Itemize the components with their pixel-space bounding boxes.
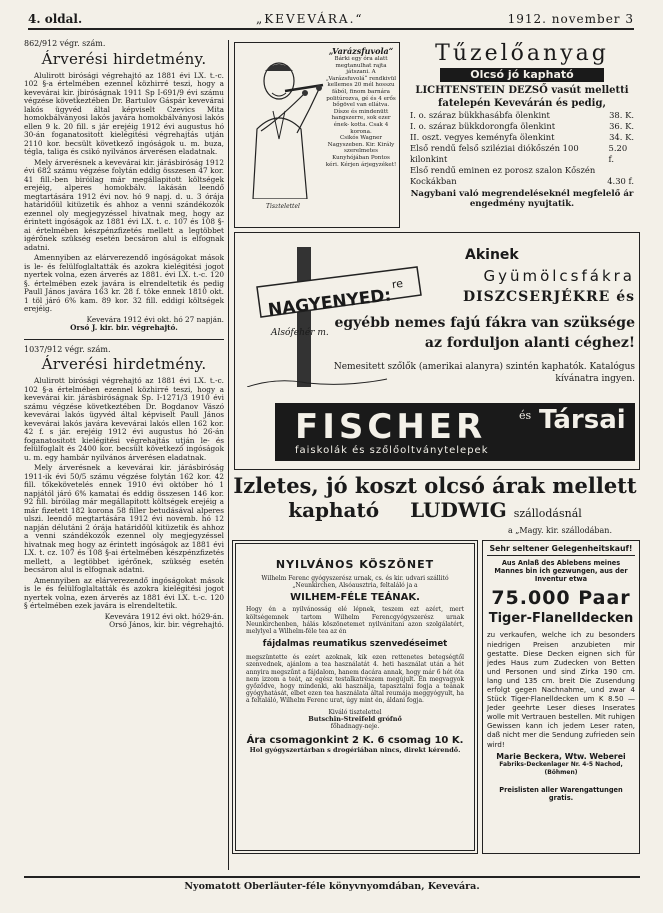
price-row: [404, 110, 640, 121]
wilhelm-intro: Wilhelm Ferenc gyógyszerész urnak, cs. és kir. udvari szállitó „Neunkirchen, Alsóausztria, feltaláló ja a: [261, 575, 449, 590]
sign-text-nagyenyed: NAGYENYED:: [266, 285, 393, 321]
fischer-nursery-ad: [234, 232, 640, 470]
tiger-content: [487, 545, 635, 803]
price-row: [404, 143, 640, 165]
notice-title: Árverési hirdetmény.: [41, 355, 207, 373]
tiger-pricelist: Preislisten aller Warengattungen gratis.: [499, 785, 623, 803]
tuzeloanyag-ad: [404, 42, 640, 230]
tiger-intro: Aus Anlaß des Ablebens meines Mannes bin ich gezwungen, aus der Inventur etwa: [494, 559, 628, 584]
wilhelm-title: NYILVÁNOS KÖSZÖNET: [275, 558, 435, 571]
notice-date: Kevevára 1912 évi okt. hó 27 napján.: [86, 314, 224, 324]
ludwig-address: a „Magy. kir. szállodában.: [507, 526, 612, 535]
notice-title: Árverési hirdetmény.: [41, 49, 207, 68]
auction-notice-1: [24, 40, 224, 333]
price-list: [404, 110, 640, 187]
price-row: [404, 121, 640, 132]
tiger-product: Tiger-Flanelldecken: [488, 611, 634, 627]
tuzelo-band: Olcsó jó kapható: [440, 68, 604, 82]
notice-ref: 862/912 végr. szám.: [24, 39, 106, 48]
page-number: 4. oldal.: [28, 12, 83, 26]
fischer-egyeb: egyébb nemes fajú fákra van szüksége az forduljon alanti céghez!: [334, 315, 635, 351]
notice-body: [24, 377, 224, 611]
sign-text-re: re: [391, 276, 404, 292]
price-item: I. o. száraz bükkdorongfa ölenkint: [410, 121, 556, 131]
fischer-diszcserjekre: DISZCSERJÉKRE és: [462, 289, 635, 305]
tuzelo-intro: LICHTENSTEIN DEZSŐ vasút melletti fatelepén Kevevárán és pedig,: [415, 85, 629, 109]
price-value: 34. K.: [609, 132, 634, 142]
notice-paragraph: Alulirott birósági végrehajtó az 1881 évi LX. t.-c. 102 §-a értelmében ezennel közhirré teszi, hogy a kevevárai kir. jbiróságnak 1911 Sp I-691/9 évi számu végzése következtében Dr. Bartulov Gáspár kevevárai lakós ügyvéd által képviselt Czevics Mita homokbálványosi lakós javára homokbálványosi lakós ellen 9 k. 20 fill. s jár erejéig 1912 évi augustus hó 30-án foganatositott kielégitési végrehajtás utján 2110 kor. becsült következő ingóságok u. m. buza, tégla, taliga és csikó nyilvános árverésen eladatnak.: [24, 70, 224, 156]
notice-paragraph: Amennyiben az elárverezendő ingóságokat mások is le és felülfoglaltatták és azokra kielégitési jogot nyertek volna, ezen árverés az 1881 évi LX. t.-c. 120 § értelmében ezek javára is elrendeltetik.: [24, 575, 224, 610]
notice-body: [24, 72, 224, 314]
price-item: Kockákban: [410, 176, 457, 186]
wilhelm-tea-ad: [232, 540, 478, 854]
price-value: 36. K.: [609, 121, 634, 131]
varazsfuvola-title: „Varázsfuvola“: [328, 46, 394, 56]
ludwig-szallodasnal: szállodásnál: [513, 507, 582, 520]
notice-date: Kevevára 1912 évi okt. hó29-án.: [104, 611, 224, 621]
divider: [24, 339, 224, 340]
issue-date: 1912. november 3: [507, 12, 634, 26]
notice-signature: Orsó J. kir. bir. végrehajtó.: [70, 323, 178, 332]
tiger-company: Marie Beckera, Wtw. Weberei: [496, 751, 626, 761]
varazsfuvola-signature: Tisztelettel: [266, 203, 300, 210]
price-row: [404, 132, 640, 143]
fischer-gyumolcsfakra: Gyümölcsfákra: [483, 267, 635, 285]
fischer-logo-tarsai: Társai: [539, 405, 626, 435]
fischer-akinek: Akinek: [465, 247, 519, 263]
wilhelm-subheading: fájdalmas reumatikus szenvedéseimet: [262, 639, 448, 650]
varazsfuvola-contact: Csikós Wagner Nagyszeben. Kir. Király szerelmetes Kunyhójában Pontos kéri. Kérjen árjegyzéket!: [325, 135, 397, 168]
price-item: II. oszt. vegyes keményfa ölenkint: [410, 132, 555, 142]
ludwig-name: LUDWIG: [410, 498, 507, 522]
notice-paragraph: Mely árverésnek a kevevárai kir. járásbiróság 1911-ik évi 50/5 számu végzése folytán 162 kor. 42 fill. tőkekövetelés ennek 1910 évi október hó 1 napjától járó 6% kamatai és eddig összesen 146 kor. 92 fill. biróilag már megállapitott költségek erejéig a már fizetett 182 korona 58 filler betudásával alperes ulszi. leendő megtartására 1912 évi novemb. hó 12 napján délutáni 2 órája határidőül kitüzetik és ahhoz a venni szándékozók ezennel oly megjegyzéssel hivatnak meg hogy az érintett ingóságok az 1881 évi LX. t. cz. 107 és 108 §-ai értelmében készpénzfizetés mellett, a legtöbbet igérőnek, szükség esetén becsáron alul is elfognak adatni.: [24, 463, 224, 574]
tiger-quantity: 75.000 Paar: [491, 587, 631, 610]
notice-paragraph: Amennyiben az elárverezendő ingóságokat mások is le- és felülfoglaltatták és azokra kielégitési jogot nyertek volna, ezen árverés az 1881. évi LX. t.-c. 120 §. értelmében ezek javára is elrendeltetik és pedig Paull János javára 163 kr. 28 f. töke ennek 1810 okt. 1 töl járó 6% kam. 89 kor. 32 fill. eddigi költségek erejéig.: [24, 253, 224, 313]
wilhelm-para-2: megszüntette és ezért azoknak, kik ezen rettenetes betegségtől szenvednek, ajánlom a tea használatát 4. heti használat után a hét annyira megszűnt a fájdalom, hanem dacára annak, hogy már 6 hét óta nem izzom a teát, az egész testalkatrészem megújult. Én megvagyok győződve, hogy mindenki, aki használja, tapasztalni fogja a teának gyógyhatását, elbet ezen tea használata által reumája meggyógyult, ha a feltaláló, Wilhelm Ferenc urat, úgy mint én, áldani fogja.: [246, 654, 464, 705]
tiger-headline: Sehr seltener Gelegenheitskauf!: [487, 545, 635, 556]
varazsfuvola-body: Bárki egy óra alatt megtanulhat rajta játszani. A „Varázsfuvolá“ rendkivül kellemes 20 mél hosszu fából, finom barnára politúrozva, gé és 4 erős bőgövel van ellátva. Dísze és mindenütt hangszerre, sok ezer ének- kotta. Csak 4 korona.: [325, 56, 397, 135]
varazsfuvola-text: [325, 47, 397, 168]
tiger-address: Fabriks-Deckenlager Nr. 4-5 Nachod, (Böhmen): [499, 761, 623, 777]
flute-player-illustration: [239, 49, 325, 199]
fischer-logo: [275, 403, 635, 461]
ludwig-kaphato: kapható: [288, 498, 380, 522]
wilhelm-signer: Butschin-Streifeld grófnő: [308, 714, 402, 723]
column-rule: [228, 40, 229, 870]
wilhelm-price: Ára csomagonkint 2 K. 6 csomag 10 K.: [246, 735, 464, 747]
ludwig-line-1: Izletes, jó koszt olcsó árak mellett: [233, 473, 637, 498]
ludwig-hotel-ad: [230, 473, 640, 535]
wilhelm-tea-name: WILHEM-FÉLE TEÁNAK.: [290, 592, 420, 604]
wilhelm-signer-role: főhadnagy-neje.: [330, 723, 380, 731]
price-value: 4.30 f.: [607, 176, 634, 186]
fischer-logo-word: FISCHER: [295, 407, 487, 447]
auction-notice-2: [24, 346, 224, 630]
notice-ref: 1037/912 végr. szám.: [24, 344, 111, 354]
fischer-logo-es: és: [519, 409, 532, 422]
wilhelm-where: Hol gyógyszertárban s drogériában nincs, direkt kérendő.: [249, 746, 461, 755]
fischer-nemesitett: Nemesitett szőlők (amerikai alanyra) szintén kaphatók. Katalógus kívánatra ingyen.: [333, 362, 635, 384]
price-item: I. o. száraz bükkhasábfa ölenkint: [410, 110, 550, 120]
masthead-title: „KEVEVÁRA.“: [256, 12, 364, 26]
tuzelo-footer: Nagybani való megrendeléseknél megfelelő ár engedmény nyujtatik.: [410, 189, 634, 209]
tuzelo-title: Tűzelőanyag: [435, 41, 609, 66]
notice-paragraph: Alulirott birósági végrehajtó az 1881 évi LX. t.-c. 102 §-a értelmében ezennel közhirré teszi, hogy a kevevárai kir. járásbiróságnak Sp. I-1271/3 1910 évi számu végzése következtében Dr. Bogdanov Vászó kevevárai lakós ügyvéd által képviselt Paull János kevevárai lakós javára kevevárai lakós ellen 162 kor. 42 f. s jár. erejéig 1912 évi augustus hó 26-án foganatositott kielégitési végrehajtás utján le- és felülfoglalt és 2400 kor. becsült következő ingóságok u. m. egy hambár nyilvános árverésen eladatnak.: [24, 376, 224, 462]
wilhelm-tea-content: [246, 554, 464, 754]
price-value: 38. K.: [609, 110, 634, 120]
ludwig-line-2: [230, 498, 640, 526]
price-row: [404, 176, 640, 187]
notice-signature: Orsó János, kir. bir. végrehajtó.: [109, 620, 224, 629]
page-header: [28, 12, 634, 30]
printer-footer: Nyomatott Oberläuter-féle könyvnyomdában, Kevevára.: [24, 876, 640, 892]
price-item: Első rendű felső sziléziai diókőszén 100 kilonkint: [410, 143, 579, 164]
price-row: [404, 165, 640, 176]
sign-text-county: Alsófehér m.: [271, 328, 329, 338]
tiger-body: zu verkaufen, welche ich zu besonders niedrigen Preisen anzubieten mir gestatte. Diese Decken eignen sich für jedes Haus zum Zudecken von Betten und Personen und sind Zirka 190 cm. lang und 135 cm. breit Die Zusendung erfolgt gegen Nachnahme, und zwar 4 Stück Tiger-Flanelldecken um K 8.50 — Jeder geehrte Leser dieses Inserates wolle mit Vertrauen bestellen. Mit ruhigen Gewissen kann ich jedem Leser raten, daß nicht mer die Sendung zufrieden sein wird!: [487, 631, 635, 749]
tiger-flanelldecken-ad: [482, 540, 640, 854]
price-item: Első rendű eminen ez porosz szalon Kőszén: [410, 165, 596, 175]
fischer-logo-subtitle: faiskolák és szőlőoltványtelepek: [295, 445, 489, 456]
notice-paragraph: Mely árverésnek a kevevárai kir. járásbiróság 1912 évi 682 számu végzése folytán eddig összesen 47 kor. 41 fill.-ben biróilag már megállapitott költségek erejéig, alperes homokbálv. lakásán leendő megtartására 1912 évi nov. hó 9 napj. d. u. 3 órája határidőül kitüzetik és ahhoz a venni szándékozók ezennel oly megjegyzéssel hivatnak meg, hogy az érintett ingóságok az 1881 évi LX. t. c. 107 és 108 §-ai értelmében készpénzfizetés mellett a legtöbbet igérőnek szükség esetén becsáron alul is elfognak adatni.: [24, 157, 224, 252]
wilhelm-regards: Kiváló tisztelettel: [328, 708, 382, 716]
varazsfuvola-ad: [234, 42, 400, 228]
wilhelm-para-1: Hogy én a nyilvánosság elé lépnek, teszem ezt azért, mert költségemnek tartom Wilhelm Ferencgyógyszerész urnak Neunkirchenben, hálás köszönetemet nyilvánitani azon szolgálatért, melylyel a Wilhelm-féle tea az én: [246, 606, 464, 636]
price-value: 5.20 f.: [608, 143, 628, 164]
left-column: [24, 40, 224, 870]
